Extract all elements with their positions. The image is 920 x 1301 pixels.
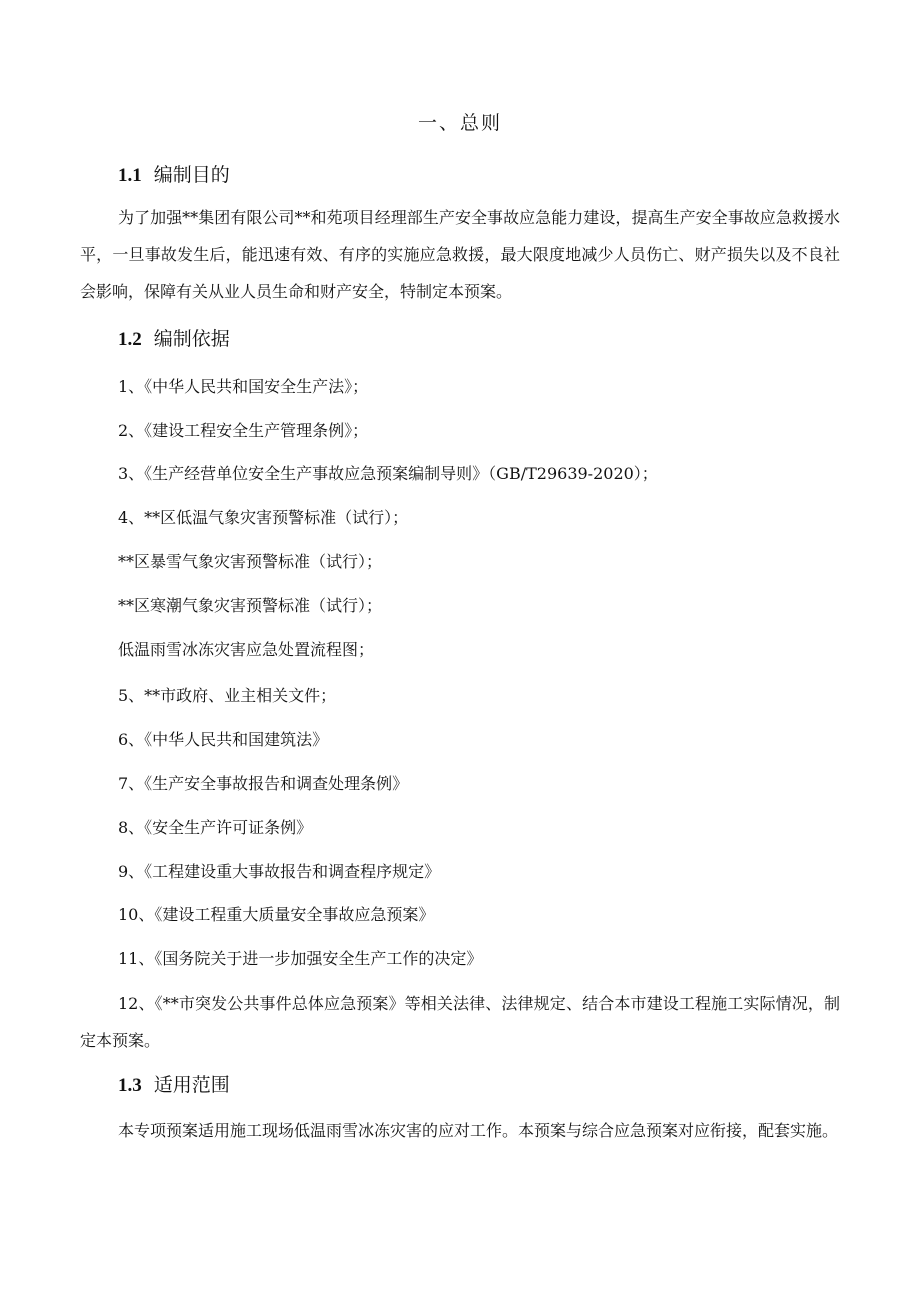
basis-item: 5、**市政府、业主相关文件； (118, 686, 337, 705)
section-title: 适用范围 (153, 1074, 230, 1096)
section-number: 1.2 (118, 329, 142, 350)
section-heading-scope (118, 1070, 230, 1097)
basis-item: 11、《国务院关于进一步加强安全生产工作的决定》 (118, 949, 483, 968)
scope-paragraph: 本专项预案适用施工现场低温雨雪冰冻灾害的应对工作。本预案与综合应急预案对应衔接，配套实施。 (118, 1121, 839, 1140)
basis-item: 2、《建设工程安全生产管理条例》； (118, 421, 369, 440)
basis-closing-paragraph: 12、《**市突发公共事件总体应急预案》等相关法律、法律规定、结合本市建设工程施工实际情况，制定本预案。 (80, 994, 840, 1050)
section-heading-purpose (118, 160, 230, 187)
section-heading-basis (118, 324, 230, 351)
purpose-paragraph: 为了加强**集团有限公司**和苑项目经理部生产安全事故应急能力建设，提高生产安全事故应急救援水平，一旦事故发生后，能迅速有效、有序的实施应急救援，最大限度地减少人员伤亡、财产损失以及不良社会影响，保障有关从业人员生命和财产安全，特制定本预案。 (80, 208, 840, 301)
chapter-title: 一、总则 (417, 112, 502, 134)
basis-item: 1、《中华人民共和国安全生产法》； (118, 377, 369, 396)
section-number: 1.1 (118, 165, 142, 186)
section-title: 编制目的 (153, 164, 230, 186)
basis-item: 3、《生产经营单位安全生产事故应急预案编制导则》（GB/T29639-2020）； (118, 464, 658, 483)
basis-item: 10、《建设工程重大质量安全事故应急预案》 (118, 905, 435, 924)
basis-item: 8、《安全生产许可证条例》 (118, 818, 313, 837)
basis-item: 6、《中华人民共和国建筑法》 (118, 730, 329, 749)
basis-item: 4、**区低温气象灾害预警标准（试行）； (118, 508, 409, 527)
basis-item: 7、《生产安全事故报告和调查处理条例》 (118, 774, 409, 793)
basis-item: **区暴雪气象灾害预警标准（试行）； (118, 552, 383, 571)
basis-item: 低温雨雪冰冻灾害应急处置流程图； (118, 640, 375, 659)
section-number: 1.3 (118, 1075, 142, 1096)
basis-item: **区寒潮气象灾害预警标准（试行）； (118, 596, 383, 615)
section-title: 编制依据 (153, 328, 230, 350)
basis-item: 9、《工程建设重大事故报告和调查程序规定》 (118, 862, 441, 881)
